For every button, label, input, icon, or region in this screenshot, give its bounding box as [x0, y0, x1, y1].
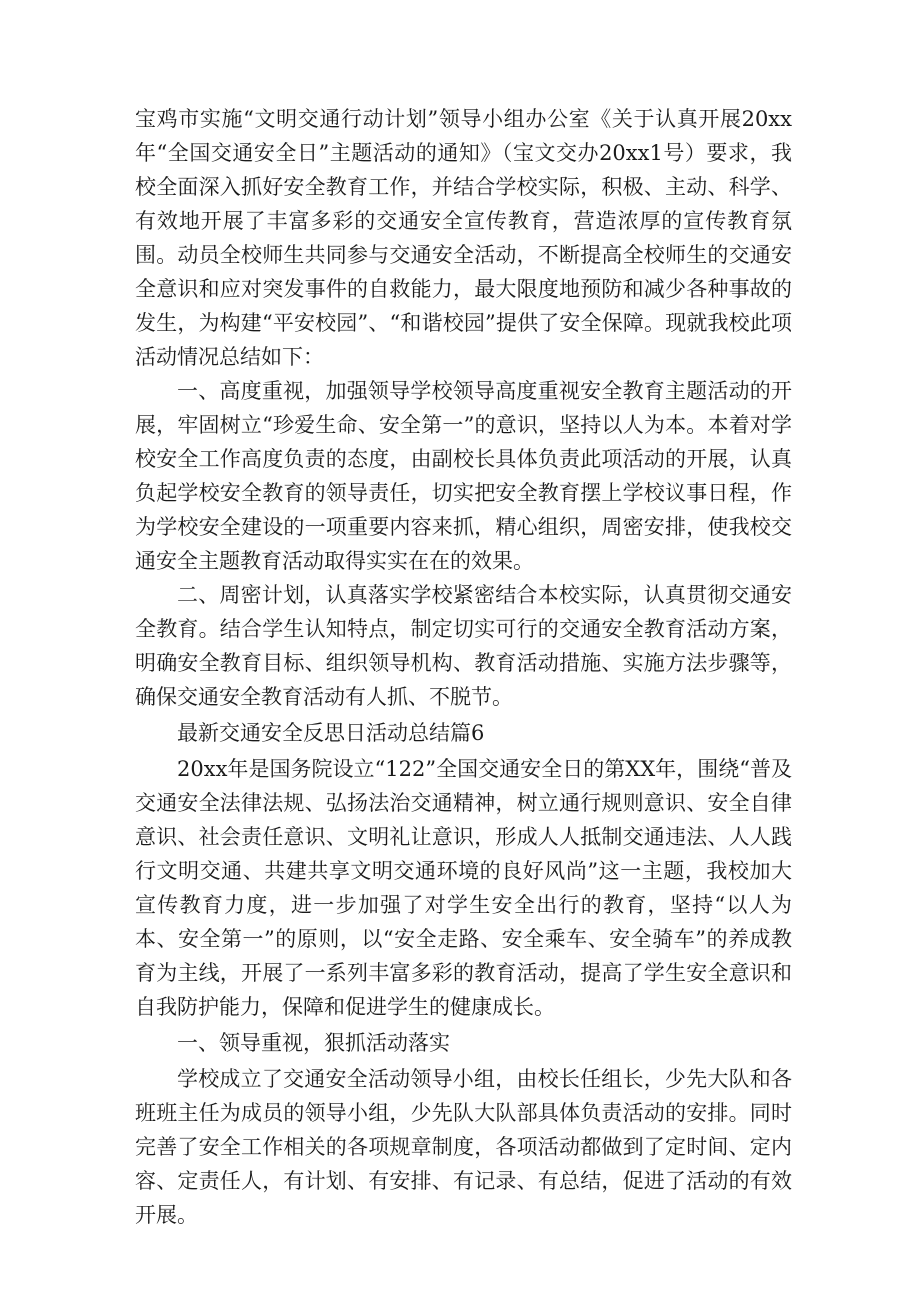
article-heading: 最新交通安全反思日活动总结篇6	[177, 721, 485, 745]
section-heading: 一、领导重视，狠抓活动落实	[177, 1031, 450, 1055]
paragraph-intro: 宝鸡市实施“文明交通行动计划”领导小组办公室《关于认真开展20xx年“全国交通安全日”主题活动的通知》（宝文交办20xx1号）要求，我校全面深入抓好安全教育工作，并结合学校实际，积极、主动、科学、有效地开展了丰富多彩的交通安全宣传教育，营造浓厚的宣传教育氛围。动员全校师生共同参与交通安全活动，不断提高全校师生的交通安全意识和应对突发事件的自救能力，最大限度地预防和减少各种事故的发生，为构建“平安校园”、“和谐校园”提供了安全保障。现就我校此项活动情况总结如下：	[135, 107, 792, 369]
paragraph-section-body: 学校成立了交通安全活动领导小组，由校长任组长，少先大队和各班班主任为成员的领导小组，少先队大队部具体负责活动的安排。同时完善了安全工作相关的各项规章制度，各项活动都做到了定时间、定内容、定责任人，有计划、有安排、有记录、有总结，促进了活动的有效开展。	[135, 1067, 792, 1227]
paragraph-section-1: 一、高度重视，加强领导学校领导高度重视安全教育主题活动的开展，牢固树立“珍爱生命、安全第一”的意识，坚持以人为本。本着对学校安全工作高度负责的态度，由副校长具体负责此项活动的开展，认真负起学校安全教育的领导责任，切实把安全教育摆上学校议事日程，作为学校安全建设的一项重要内容来抓，精心组织，周密安排，使我校交通安全主题教育活动取得实实在在的效果。	[135, 379, 792, 573]
paragraph-article-intro: 20xx年是国务院设立“122”全国交通安全日的第XX年，围绕“普及交通安全法律法规、弘扬法治交通精神，树立通行规则意识、安全自律意识、社会责任意识、文明礼让意识，形成人人抵制交通违法、人人践行文明交通、共建共享文明交通环境的良好风尚”这一主题，我校加大宣传教育力度，进一步加强了对学生安全出行的教育，坚持“以人为本、安全第一”的原则，以“安全走路、安全乘车、安全骑车”的养成教育为主线，开展了一系列丰富多彩的教育活动，提高了学生安全意识和自我防护能力，保障和促进学生的健康成长。	[135, 757, 792, 1019]
document-body	[135, 102, 792, 1232]
paragraph-section-2: 二、周密计划，认真落实学校紧密结合本校实际，认真贯彻交通安全教育。结合学生认知特点，制定切实可行的交通安全教育活动方案，明确安全教育目标、组织领导机构、教育活动措施、实施方法步骤等，确保交通安全教育活动有人抓、不脱节。	[135, 583, 792, 709]
